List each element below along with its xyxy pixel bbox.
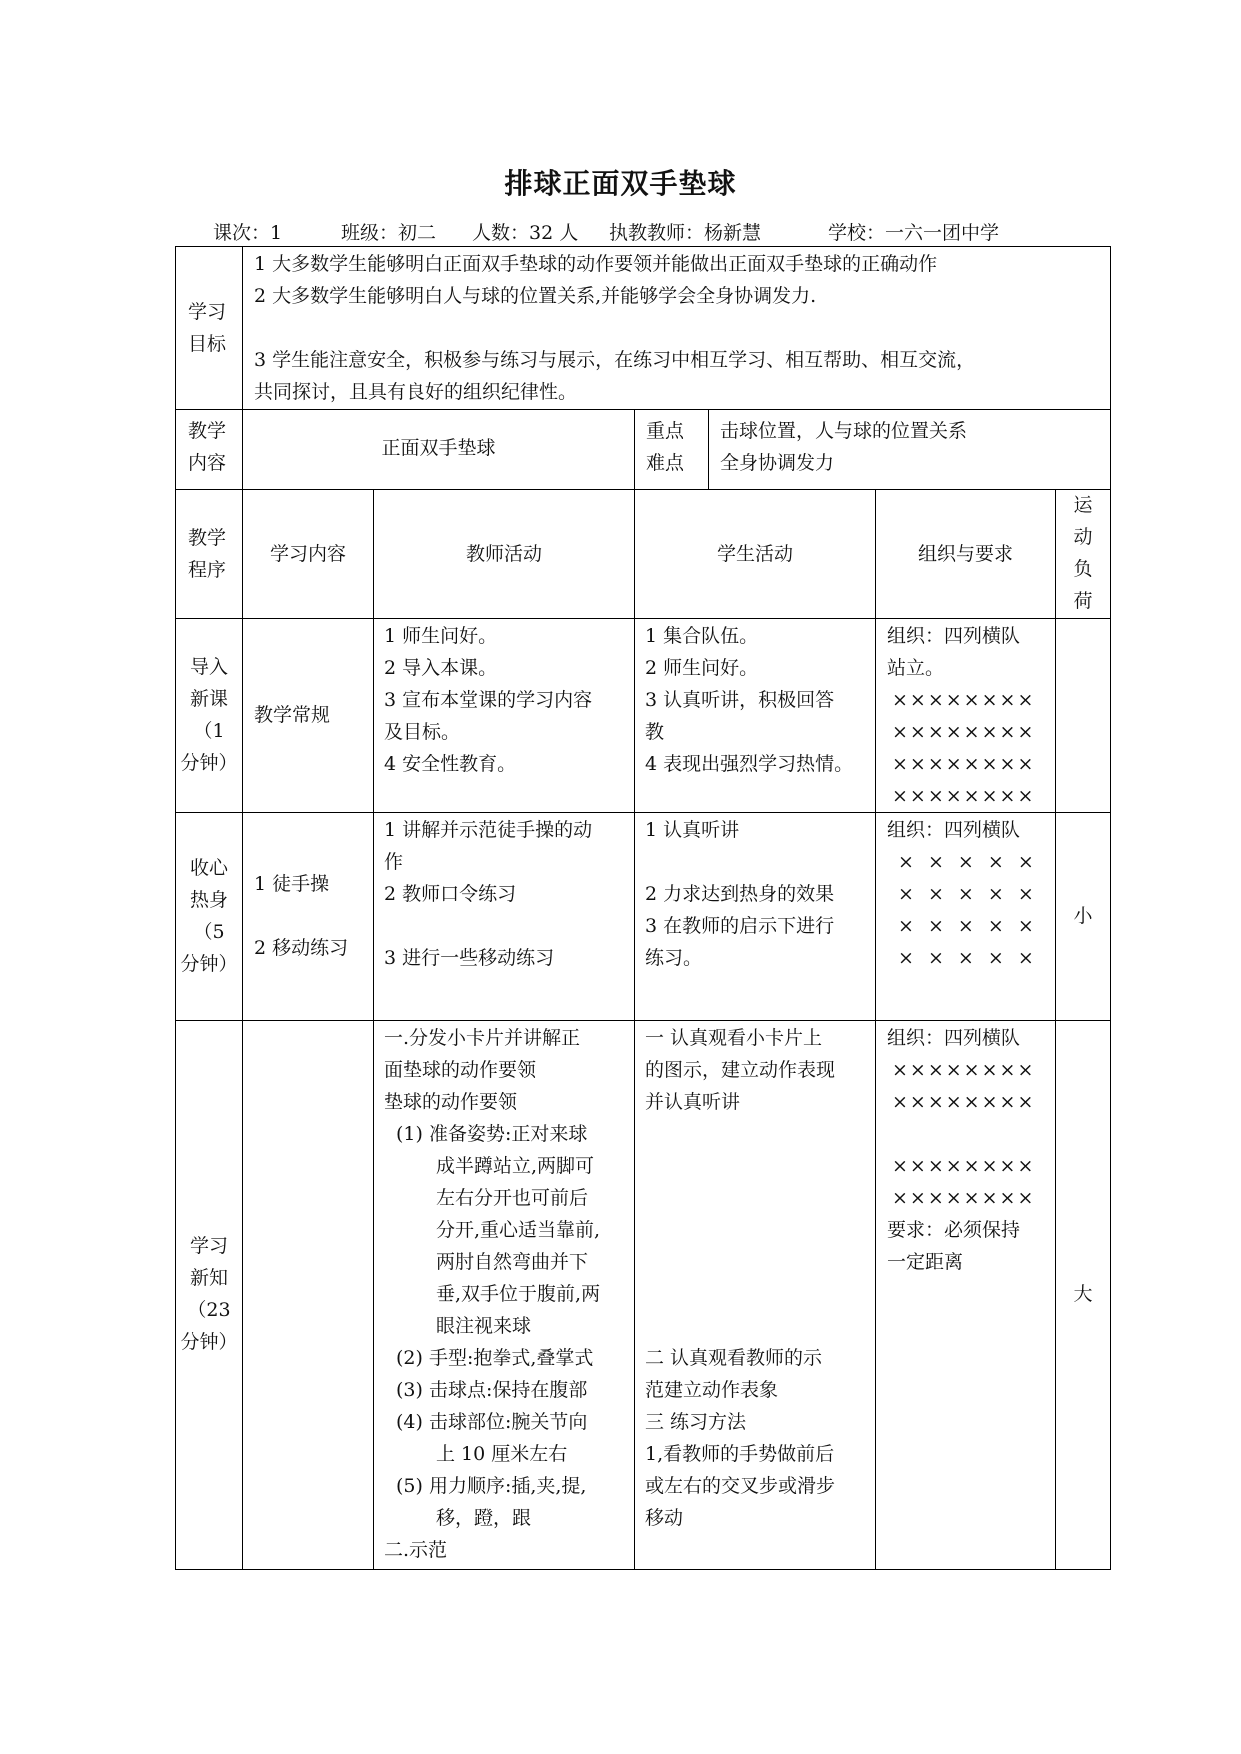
formation-row: × × × × × [898, 947, 1034, 969]
teacher-activity: 1 师生问好。 [384, 625, 498, 647]
header-load: 运 [1073, 494, 1093, 516]
student-activity: 1 集合队伍。 [645, 625, 759, 647]
header-org: 组织与要求 [917, 543, 1013, 565]
teacher-activity: 4 安全性教育。 [384, 753, 517, 775]
table-rule [875, 489, 876, 1570]
teacher-activity: (1) 准备姿势:正对来球 [396, 1123, 588, 1145]
org-requirement: 一定距离 [887, 1251, 964, 1273]
goals-label: 学习 [188, 301, 227, 323]
table-rule [175, 618, 1111, 619]
formation-row: ×××××××× [892, 721, 1036, 743]
stage-label: 分钟） [180, 752, 238, 774]
teacher-activity: 3 进行一些移动练习 [384, 947, 555, 969]
info-class: 班级：初二 [341, 222, 437, 244]
load-value: 小 [1073, 905, 1093, 927]
teacher-activity: 面垫球的动作要领 [384, 1059, 537, 1081]
student-activity: 2 力求达到热身的效果 [645, 883, 835, 905]
goal-item: 3 学生能注意安全，积极参与练习与展示，在练习中相互学习、相互帮助、相互交流， [254, 349, 976, 371]
teacher-activity: 左右分开也可前后 [436, 1187, 589, 1209]
formation-row: ×××××××× [892, 753, 1036, 775]
info-teacher: 执教教师：杨新慧 [609, 222, 762, 244]
student-activity: 教 [645, 721, 665, 743]
teacher-activity: 2 教师口令练习 [384, 883, 517, 905]
teacher-activity: 一.分发小卡片并讲解正 [384, 1027, 581, 1049]
student-activity: 一 认真观看小卡片上 [645, 1027, 823, 1049]
teacher-activity: 及目标。 [384, 721, 461, 743]
formation-row: ×××××××× [892, 1155, 1036, 1177]
key-points-label: 难点 [646, 452, 685, 474]
stage-label: 导入 [189, 656, 228, 678]
header-teacher: 教师活动 [465, 543, 542, 565]
student-activity: 3 在教师的启示下进行 [645, 915, 835, 937]
load-value: 大 [1073, 1283, 1093, 1305]
teacher-activity: (5) 用力顺序:插,夹,提, [396, 1475, 587, 1497]
teacher-activity: 二.示范 [384, 1539, 448, 1561]
study-item: 教学常规 [254, 704, 331, 726]
header-load: 负 [1073, 558, 1093, 580]
info-lesson: 课次：1 [213, 222, 283, 244]
stage-label: 收心 [189, 857, 228, 879]
org-text: 站立。 [887, 657, 945, 679]
info-school: 学校：一六一团中学 [828, 222, 1000, 244]
teacher-activity: 分开,重心适当靠前, [436, 1219, 601, 1241]
teacher-activity: 垫球的动作要领 [384, 1091, 518, 1113]
teacher-activity: 2 导入本课。 [384, 657, 498, 679]
teacher-activity: (3) 击球点:保持在腹部 [396, 1379, 588, 1401]
stage-label: （1 [193, 720, 225, 742]
page-title: 排球正面双手垫球 [504, 167, 737, 200]
stage-label: 新知 [189, 1267, 228, 1289]
stage-label: 分钟） [180, 1331, 238, 1353]
teacher-activity: 移，蹬，跟 [436, 1507, 532, 1529]
table-rule [175, 812, 1111, 813]
study-item: 2 移动练习 [254, 937, 349, 959]
formation-row: × × × × × [898, 915, 1034, 937]
formation-row: ×××××××× [892, 785, 1036, 807]
formation-row: ×××××××× [892, 689, 1036, 711]
table-rule [175, 489, 1111, 490]
stage-label: （5 [193, 921, 225, 943]
org-text: 组织：四列横队 [887, 625, 1021, 647]
student-activity: 移动 [645, 1507, 684, 1529]
student-activity: 1,看教师的手势做前后 [645, 1443, 835, 1465]
table-rule [373, 489, 374, 1570]
teacher-activity: 1 讲解并示范徒手操的动 [384, 819, 593, 841]
stage-label: 学习 [189, 1235, 228, 1257]
goals-label: 目标 [188, 333, 227, 355]
table-rule [175, 1020, 1111, 1021]
content-value: 正面双手垫球 [381, 437, 496, 459]
goal-item: 2 大多数学生能够明白人与球的位置关系,并能够学会全身协调发力. [254, 285, 817, 307]
formation-row: × × × × × [898, 851, 1034, 873]
study-item: 1 徒手操 [254, 873, 330, 895]
formation-row: × × × × × [898, 883, 1034, 905]
student-activity: 二 认真观看教师的示 [645, 1347, 823, 1369]
table-border [1110, 246, 1111, 1570]
student-activity: 2 师生问好。 [645, 657, 759, 679]
content-label: 教学 [188, 420, 227, 442]
student-activity: 三 练习方法 [645, 1411, 747, 1433]
student-activity: 练习。 [645, 947, 703, 969]
student-activity: 4 表现出强烈学习热情。 [645, 753, 854, 775]
teacher-activity: 3 宣布本堂课的学习内容 [384, 689, 593, 711]
teacher-activity: (4) 击球部位:腕关节向 [396, 1411, 588, 1433]
stage-label: （23 [187, 1299, 231, 1321]
formation-row: ×××××××× [892, 1059, 1036, 1081]
header-student: 学生活动 [716, 543, 793, 565]
stage-label: 新课 [189, 688, 228, 710]
student-activity: 的图示，建立动作表现 [645, 1059, 836, 1081]
table-border [175, 246, 1111, 247]
key-points-label: 重点 [646, 420, 685, 442]
teacher-activity: 上 10 厘米左右 [436, 1443, 568, 1465]
table-rule [708, 409, 709, 489]
key-point: 全身协调发力 [720, 452, 835, 474]
student-activity: 并认真听讲 [645, 1091, 741, 1113]
goal-item: 共同探讨，且具有良好的组织纪律性。 [254, 381, 578, 403]
content-label: 内容 [188, 452, 227, 474]
header-load: 动 [1073, 526, 1093, 548]
header-program: 程序 [188, 559, 227, 581]
goal-item: 1 大多数学生能够明白正面双手垫球的动作要领并能做出正面双手垫球的正确动作 [254, 253, 938, 275]
table-rule [634, 409, 635, 489]
formation-row: ×××××××× [892, 1091, 1036, 1113]
student-activity: 1 认真听讲 [645, 819, 740, 841]
header-study: 学习内容 [269, 543, 346, 565]
org-text: 组织：四列横队 [887, 1027, 1021, 1049]
student-activity: 范建立动作表象 [645, 1379, 779, 1401]
table-rule [1055, 489, 1056, 1570]
student-activity: 或左右的交叉步或滑步 [645, 1475, 836, 1497]
key-point: 击球位置，人与球的位置关系 [720, 420, 968, 442]
header-load: 荷 [1073, 590, 1093, 612]
header-program: 教学 [188, 527, 227, 549]
org-requirement: 要求：必须保持 [887, 1219, 1021, 1241]
stage-label: 热身 [189, 889, 228, 911]
table-border [175, 1569, 1111, 1570]
teacher-activity: 两肘自然弯曲并下 [436, 1251, 589, 1273]
stage-label: 分钟） [180, 953, 238, 975]
table-rule [634, 489, 635, 1570]
student-activity: 3 认真听讲，积极回答 [645, 689, 835, 711]
info-count: 人数：32 人 [472, 222, 579, 244]
org-text: 组织：四列横队 [887, 819, 1021, 841]
teacher-activity: 眼注视来球 [436, 1315, 532, 1337]
formation-row: ×××××××× [892, 1187, 1036, 1209]
teacher-activity: 垂,双手位于腹前,两 [436, 1283, 601, 1305]
teacher-activity: 成半蹲站立,两脚可 [436, 1155, 595, 1177]
teacher-activity: (2) 手型:抱拳式,叠掌式 [396, 1347, 594, 1369]
table-rule [175, 409, 1111, 410]
teacher-activity: 作 [384, 851, 404, 873]
